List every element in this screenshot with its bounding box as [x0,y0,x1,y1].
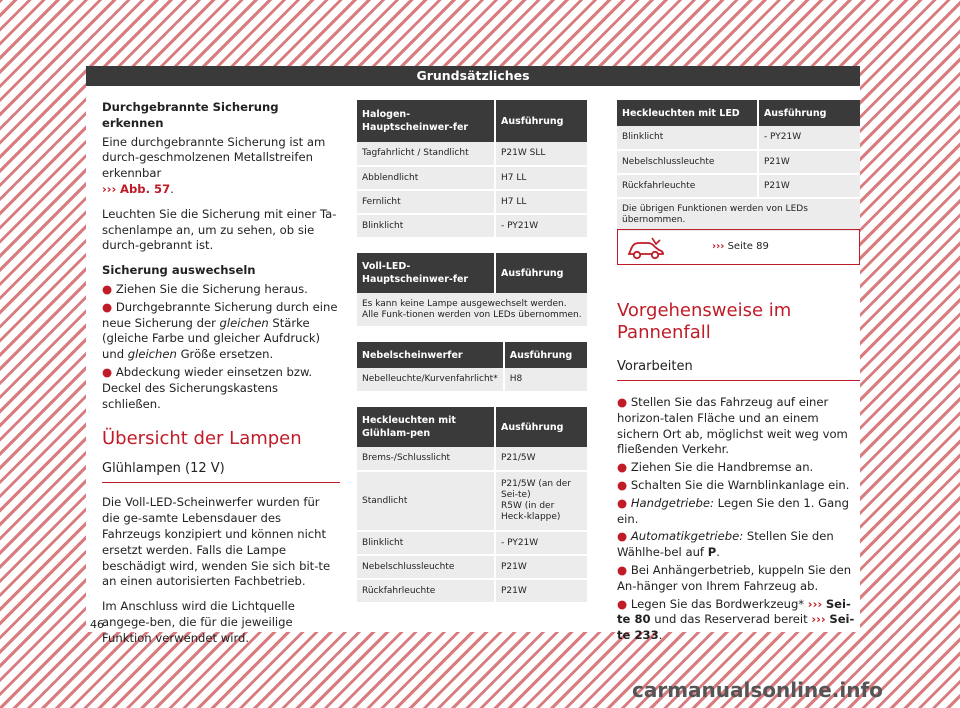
table-rear-led: Heckleuchten mit LED Ausführung Blinklicht - PY21W Nebelschlussleuchte P21W Rückfahrleuchte P21W Die übrigen Funktionen werden von LEDs übernommen. [617,100,860,233]
table-row: Blinklicht - PY21W [357,214,587,238]
figure-link[interactable]: Abb. 57 [120,181,171,196]
watermark: carmanualsonline.info [632,678,883,702]
table-row: Rückfahrleuchte P21W [357,579,587,603]
list-item: ● Bei Anhängerbetrieb, kuppeln Sie den An-hänger von Ihrem Fahrzeug ab. [617,562,852,593]
paragraph-flashlight: Leuchten Sie die Sicherung mit einer Ta-schenlampe an, um zu sehen, ob sie durch-gebrannt ist. [102,206,337,253]
page-reference[interactable]: ››› Seite 89 [712,241,769,252]
divider [102,482,340,483]
car-breakdown-icon [626,236,666,260]
subsection-title-bulbs: Glühlampen (12 V) [102,461,225,477]
arrow-icon: ››› [102,181,117,196]
bullet-icon: ● [102,364,113,379]
page-header: Grundsätzliches [86,66,860,86]
page-link[interactable]: Sei-te 80 [617,596,851,627]
arrow-icon: ››› [811,612,826,627]
subsection-title-prep: Vorarbeiten [617,359,693,374]
right-column-text [617,300,860,646]
table-row: Nebelschlussleuchte P21W [357,555,587,579]
page-link[interactable]: Sei-te 233 [617,612,855,643]
table-row: Rückfahrleuchte P21W [617,174,860,198]
list-item: ● Abdeckung wieder einsetzen bzw. Deckel des Sicherungskastens schließen. [102,364,313,411]
arrow-icon: ››› [807,596,823,611]
table-full-led: Voll-LED-Hauptscheinwer-fer Ausführung Es kann keine Lampe ausgewechselt werden. Alle Funk-tionen werden von LEDs übernommen. [357,253,587,328]
left-column [102,100,340,656]
divider [617,380,860,381]
table-row: Die übrigen Funktionen werden von LEDs übernommen. [617,198,860,232]
reference-box [617,229,860,265]
table-row: Standlicht P21/5W (an der Sei-te) R5W (in der Heck-klappe) [357,471,587,531]
bullet-icon: ● [102,299,113,314]
table-row: Tagfahrlicht / Standlicht P21W SLL [357,142,587,166]
paragraph-identify: Eine durchgebrannte Sicherung ist am durch-geschmolzenen Metallstreifen erkennbar ››› Abb. 57. [102,134,326,196]
table-fog: Nebelscheinwerfer Ausführung Nebelleuchte/Kurvenfahrlicht* H8 [357,342,587,393]
heading-blown-fuse: Durchgebrannte Sicherung erkennen [102,100,279,130]
table-row: Fernlicht H7 LL [357,190,587,214]
table-row: Brems-/Schlusslicht P21/5W [357,447,587,471]
list-item: ● Durchgebrannte Sicherung durch eine neue Sicherung der gleichen Stärke (gleiche Farbe und gleicher Aufdruck) und gleichen Größe ersetzen. [102,299,338,362]
list-item: ● Schalten Sie die Warnblinkanlage ein. [617,477,850,492]
right-column [617,100,860,233]
bullet-icon: ● [102,281,113,296]
paragraph-source: Im Anschluss wird die Lichtquelle angege-ben, die für die jeweilige Funktion verwendet wird. [102,599,295,645]
middle-column [357,100,587,618]
table-row: Es kann keine Lampe ausgewechselt werden. Alle Funk-tionen werden von LEDs übernommen. [357,293,587,327]
table-row: Nebelleuchte/Kurvenfahrlicht* H8 [357,368,587,392]
table-row: Abblendlicht H7 LL [357,166,587,190]
table-row: Blinklicht - PY21W [617,126,860,150]
list-item: ● Automatikgetriebe: Stellen Sie den Wählhe-bel auf P. [617,529,834,560]
list-item: ● Stellen Sie das Fahrzeug auf einer horizon-talen Fläche und an einem sichern Ort ab, möglichst weit weg vom fließenden Verkehr. [617,395,848,457]
heading-replace-fuse: Sicherung auswechseln [102,263,256,278]
table-halogen: Halogen-Hauptscheinwer-fer Ausführung Tagfahrlicht / Standlicht P21W SLL Abblendlicht H7 LL Fernlicht H7 LL Blinklicht - PY21W [357,100,587,239]
section-title-lamps: Übersicht der Lampen [102,428,302,450]
list-item: ● Ziehen Sie die Handbremse an. [617,460,814,475]
list-item: ● Ziehen Sie die Sicherung heraus. [102,281,308,296]
table-row: Nebelschlussleuchte P21W [617,150,860,174]
list-item: ● Legen Sie das Bordwerkzeug* ››› Sei-te 80 und das Reserverad bereit ››› Sei-te 233. [617,596,855,643]
table-row: Blinklicht - PY21W [357,531,587,555]
list-item: ● Handgetriebe: Legen Sie den 1. Gang ein. [617,495,849,526]
paragraph-led: Die Voll-LED-Scheinwerfer wurden für die ge-samte Lebensdauer des Fahrzeugs konzipiert und können nicht ersetzt werden. Falls die Lampe beschädigt wird, wenden Sie sich bit-te an einen autorisierten Fachbetrieb. [102,495,331,589]
table-rear-bulbs: Heckleuchten mit Glühlam-pen Ausführung Brems-/Schlusslicht P21/5W Standlicht P21/5W (an der Sei-te) R5W (in der Heck-klappe) Blinklicht - PY21W Nebelschlussleuchte P21W Rückfahrleuchte P21W [357,407,587,604]
page-number: 46 [90,618,104,631]
section-title-breakdown: Vorgehensweise im Pannenfall [617,300,792,343]
